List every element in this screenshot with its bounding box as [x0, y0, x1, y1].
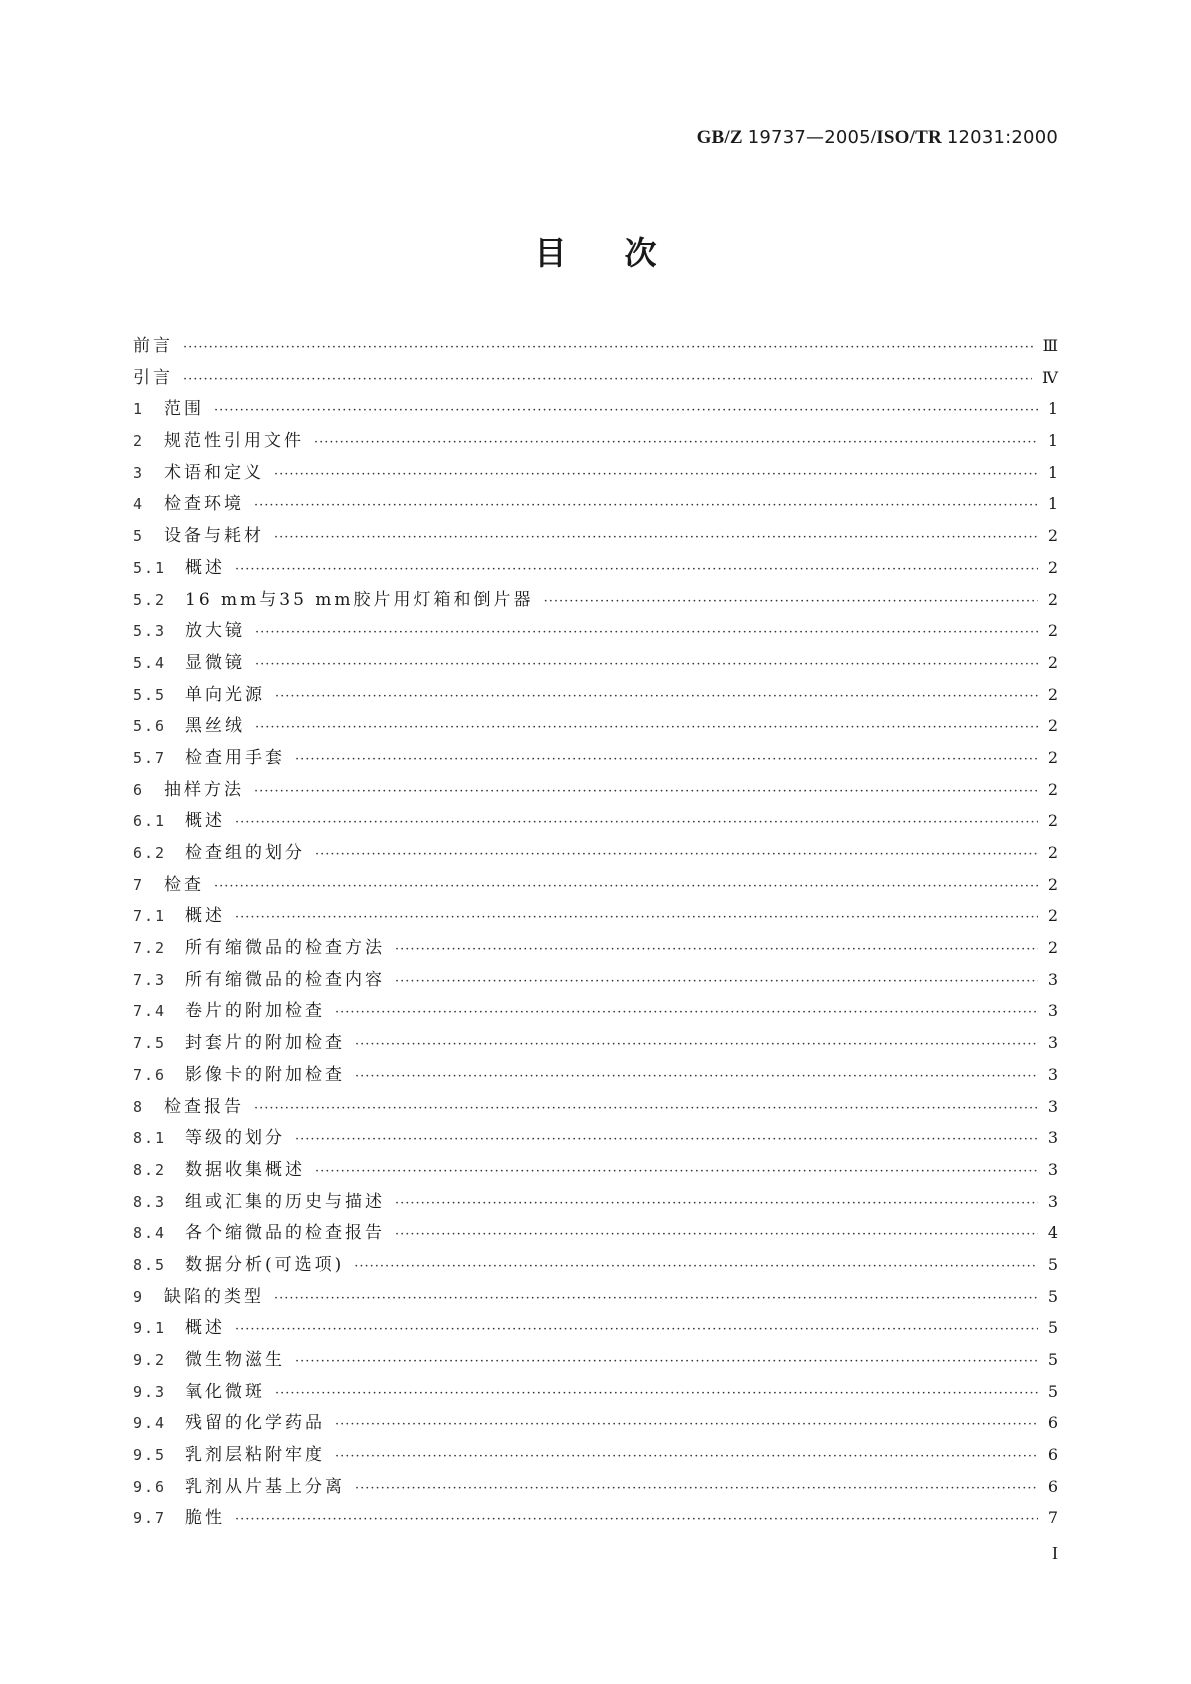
toc-entry[interactable] [133, 964, 1058, 996]
toc-entry-page: 2 [1047, 526, 1058, 546]
toc-entry-label: 数据收集概述 [185, 1159, 305, 1180]
toc-entry-page: 5 [1047, 1381, 1058, 1401]
toc-dot-leader [355, 1061, 1038, 1093]
toc-entry-label: 概述 [185, 906, 225, 927]
toc-entry-number: 9.5 [133, 1446, 167, 1465]
toc-dot-leader [295, 1124, 1038, 1156]
toc-entry-page: Ⅳ [1042, 367, 1058, 387]
toc-entry[interactable] [133, 330, 1058, 362]
toc-entry-label: 残留的化学药品 [185, 1413, 325, 1434]
toc-dot-leader [335, 997, 1038, 1029]
toc-entry[interactable] [133, 520, 1058, 552]
table-of-contents [133, 330, 1058, 1534]
toc-entry-page: 2 [1047, 906, 1058, 926]
toc-entry[interactable] [133, 584, 1058, 616]
toc-entry-number: 1 [133, 400, 145, 419]
toc-entry-page: 2 [1047, 811, 1058, 831]
toc-dot-leader [183, 332, 1033, 364]
standard-code-mid: /ISO/TR [870, 127, 947, 148]
toc-entry[interactable] [133, 1281, 1058, 1313]
toc-entry-number: 7.5 [133, 1034, 167, 1053]
toc-entry-page: 6 [1047, 1445, 1058, 1465]
toc-entry-label: 规范性引用文件 [164, 431, 304, 452]
toc-entry-label: 等级的划分 [185, 1128, 285, 1149]
toc-entry[interactable] [133, 1344, 1058, 1376]
toc-entry-page: 4 [1047, 1223, 1058, 1243]
toc-entry[interactable] [133, 1217, 1058, 1249]
toc-dot-leader [355, 1473, 1038, 1505]
toc-entry-page: 2 [1047, 652, 1058, 672]
toc-dot-leader [315, 1156, 1038, 1188]
toc-dot-leader [235, 902, 1038, 934]
toc-entry-page: 3 [1047, 1096, 1058, 1116]
toc-entry[interactable] [133, 1376, 1058, 1408]
standard-code-suffix: 12031:2000 [946, 127, 1058, 148]
toc-entry-page: 2 [1047, 747, 1058, 767]
toc-dot-leader [354, 1251, 1038, 1283]
toc-entry-label: 前言 [133, 336, 173, 356]
toc-entry-page: 1 [1047, 494, 1058, 514]
toc-dot-leader [275, 681, 1038, 713]
toc-entry[interactable] [133, 393, 1058, 425]
toc-dot-leader [255, 649, 1038, 681]
toc-entry[interactable] [133, 1186, 1058, 1218]
toc-dot-leader [544, 586, 1038, 618]
toc-entry[interactable] [133, 837, 1058, 869]
toc-entry-label: 脆性 [185, 1508, 225, 1529]
toc-entry-page: 3 [1047, 1191, 1058, 1211]
toc-dot-leader [395, 1219, 1038, 1251]
toc-entry-label: 封套片的附加检查 [185, 1033, 345, 1054]
toc-entry-number: 7 [133, 875, 145, 894]
toc-entry-number: 9.3 [133, 1382, 167, 1401]
toc-entry-number: 5.7 [133, 748, 167, 767]
toc-dot-leader [395, 934, 1038, 966]
toc-entry-page: 2 [1047, 874, 1058, 894]
toc-entry-number: 8.2 [133, 1160, 167, 1179]
toc-entry[interactable] [133, 615, 1058, 647]
toc-entry-page: Ⅲ [1042, 336, 1058, 355]
toc-entry-number: 9.1 [133, 1319, 167, 1338]
toc-entry-page: 5 [1047, 1318, 1058, 1338]
toc-dot-leader [214, 395, 1038, 427]
toc-dot-leader [355, 1029, 1038, 1061]
toc-entry-label: 组或汇集的历史与描述 [185, 1191, 385, 1212]
toc-entry-number: 8.5 [133, 1255, 167, 1274]
toc-entry-number: 7.6 [133, 1065, 167, 1084]
toc-entry-page: 5 [1047, 1254, 1058, 1274]
toc-entry[interactable] [133, 457, 1058, 489]
toc-entry-label: 缺陷的类型 [164, 1286, 264, 1307]
toc-entry[interactable] [133, 1312, 1058, 1344]
toc-entry-number: 5.4 [133, 653, 167, 672]
toc-entry[interactable] [133, 1407, 1058, 1439]
toc-entry-label: 设备与耗材 [164, 526, 264, 547]
toc-entry-label: 概述 [185, 1318, 225, 1339]
toc-entry-number: 5 [133, 527, 145, 546]
toc-entry[interactable] [133, 932, 1058, 964]
toc-entry[interactable] [133, 1154, 1058, 1186]
toc-entry-page: 3 [1047, 1033, 1058, 1053]
toc-entry-number: 7.3 [133, 970, 167, 989]
toc-entry-page: 2 [1047, 843, 1058, 862]
toc-dot-leader [315, 839, 1038, 871]
toc-dot-leader [235, 1504, 1038, 1536]
toc-entry-number: 8.1 [133, 1129, 167, 1148]
toc-entry-page: 2 [1047, 589, 1058, 609]
toc-entry[interactable] [133, 679, 1058, 711]
toc-entry-label: 微生物滋生 [185, 1350, 285, 1370]
standard-code-number: 19737—2005 [747, 127, 871, 148]
toc-dot-leader [254, 1093, 1038, 1125]
toc-entry-label: 氧化微斑 [185, 1381, 265, 1402]
toc-entry-number: 8.4 [133, 1224, 167, 1243]
toc-entry-page: 1 [1047, 431, 1058, 451]
toc-dot-leader [335, 1409, 1038, 1441]
toc-entry-page: 2 [1047, 716, 1058, 736]
toc-dot-leader [274, 522, 1038, 554]
toc-entry-label: 检查 [164, 874, 204, 895]
toc-entry-label: 范围 [164, 399, 204, 420]
toc-dot-leader [274, 459, 1038, 491]
toc-entry[interactable] [133, 425, 1058, 457]
toc-entry-number: 9 [133, 1287, 145, 1306]
toc-entry-number: 2 [133, 432, 145, 451]
toc-entry-page: 1 [1047, 462, 1058, 482]
toc-entry-number: 5.1 [133, 558, 167, 577]
toc-entry-page: 1 [1047, 399, 1058, 419]
toc-entry[interactable] [133, 900, 1058, 932]
toc-entry[interactable] [133, 1249, 1058, 1281]
toc-entry-number: 7.2 [133, 939, 167, 958]
toc-dot-leader [255, 712, 1038, 744]
toc-entry[interactable] [133, 1471, 1058, 1503]
toc-entry-page: 3 [1047, 1064, 1058, 1084]
toc-entry-page: 3 [1047, 1001, 1058, 1021]
toc-entry-number: 9.6 [133, 1477, 167, 1496]
toc-entry-label: 引言 [133, 367, 173, 388]
toc-entry-label: 放大镜 [185, 621, 245, 642]
toc-entry-page: 3 [1047, 969, 1058, 989]
standard-code [697, 127, 1058, 149]
toc-entry-number: 8.3 [133, 1192, 167, 1211]
toc-entry[interactable] [133, 995, 1058, 1027]
toc-entry-label: 检查报告 [164, 1096, 244, 1117]
toc-entry-label: 单向光源 [185, 684, 265, 705]
page-title: 目次 [534, 234, 715, 272]
toc-entry-label: 检查环境 [164, 494, 244, 515]
toc-dot-leader [335, 1441, 1038, 1473]
toc-entry[interactable] [133, 1502, 1058, 1534]
toc-entry-label: 黑丝绒 [185, 716, 245, 737]
toc-entry-number: 5.2 [133, 590, 167, 609]
toc-entry-page: 2 [1047, 779, 1058, 799]
toc-entry-number: 6.1 [133, 812, 167, 831]
toc-entry-label: 各个缩微品的检查报告 [185, 1223, 385, 1244]
toc-entry-label: 概述 [185, 557, 225, 578]
toc-entry-page: 5 [1047, 1350, 1058, 1369]
toc-dot-leader [183, 364, 1032, 396]
toc-dot-leader [254, 490, 1038, 522]
toc-entry-number: 5.3 [133, 622, 167, 641]
toc-entry-page: 5 [1047, 1286, 1058, 1306]
toc-dot-leader [255, 617, 1038, 649]
toc-dot-leader [235, 807, 1038, 839]
toc-entry-label: 所有缩微品的检查内容 [185, 969, 385, 990]
toc-entry-number: 9.4 [133, 1414, 167, 1433]
toc-entry[interactable] [133, 647, 1058, 679]
toc-entry-page: 7 [1047, 1508, 1058, 1528]
toc-entry[interactable] [133, 1122, 1058, 1154]
toc-dot-leader [235, 554, 1038, 586]
toc-entry-number: 5.5 [133, 685, 167, 704]
toc-entry-page: 6 [1047, 1413, 1058, 1433]
toc-entry-label: 检查组的划分 [185, 843, 305, 863]
toc-dot-leader [395, 966, 1038, 998]
toc-entry[interactable] [133, 1027, 1058, 1059]
toc-dot-leader [235, 1314, 1038, 1346]
toc-entry-number: 3 [133, 463, 145, 482]
toc-entry-label: 乳剂层粘附牢度 [185, 1445, 325, 1466]
toc-dot-leader [254, 776, 1038, 808]
toc-entry-label: 卷片的附加检查 [185, 1001, 325, 1022]
toc-dot-leader [314, 427, 1038, 459]
toc-entry-number: 4 [133, 495, 145, 514]
toc-entry-number: 5.6 [133, 717, 167, 736]
toc-entry-number: 8 [133, 1097, 145, 1116]
toc-entry-label: 术语和定义 [164, 462, 264, 483]
toc-entry-page: 6 [1047, 1476, 1058, 1496]
toc-entry[interactable] [133, 552, 1058, 584]
toc-entry[interactable] [133, 869, 1058, 901]
toc-entry-page: 2 [1047, 684, 1058, 704]
toc-entry[interactable] [133, 362, 1058, 394]
toc-entry[interactable] [133, 488, 1058, 520]
toc-entry-page: 2 [1047, 938, 1058, 958]
toc-entry[interactable] [133, 1059, 1058, 1091]
toc-entry-label: 检查用手套 [185, 747, 285, 768]
toc-entry-page: 2 [1047, 557, 1058, 577]
toc-dot-leader [274, 1283, 1038, 1315]
toc-entry-number: 6.2 [133, 844, 167, 862]
toc-entry-label: 乳剂从片基上分离 [185, 1476, 345, 1497]
toc-dot-leader [275, 1378, 1038, 1410]
toc-entry-label: 所有缩微品的检查方法 [185, 938, 385, 959]
toc-entry[interactable] [133, 742, 1058, 774]
toc-entry-label: 影像卡的附加检查 [185, 1064, 345, 1085]
toc-entry-label: 概述 [185, 811, 225, 832]
standard-code-prefix: GB/Z [696, 127, 748, 148]
toc-dot-leader [295, 744, 1038, 776]
toc-entry[interactable] [133, 805, 1058, 837]
toc-entry-page: 2 [1047, 621, 1058, 641]
toc-entry-number: 7.4 [133, 1002, 167, 1021]
toc-dot-leader [214, 871, 1038, 903]
toc-entry-label: 数据分析(可选项) [185, 1254, 345, 1275]
toc-entry-label: 显微镜 [185, 652, 245, 673]
toc-entry-page: 3 [1047, 1128, 1058, 1148]
toc-entry-number: 9.7 [133, 1509, 167, 1528]
toc-entry[interactable] [133, 1091, 1058, 1123]
toc-entry-number: 7.1 [133, 907, 167, 926]
toc-dot-leader [395, 1188, 1038, 1220]
toc-entry-page: 3 [1047, 1159, 1058, 1179]
toc-dot-leader [295, 1346, 1038, 1378]
toc-entry[interactable] [133, 774, 1058, 806]
toc-entry-label: 抽样方法 [164, 779, 244, 800]
toc-entry[interactable] [133, 1439, 1058, 1471]
toc-entry-number: 9.2 [133, 1351, 167, 1369]
toc-entry-number: 6 [133, 780, 145, 799]
page-number: I [1052, 1543, 1058, 1563]
toc-entry-label: 16 mm与35 mm胶片用灯箱和倒片器 [185, 589, 534, 610]
toc-entry[interactable] [133, 710, 1058, 742]
